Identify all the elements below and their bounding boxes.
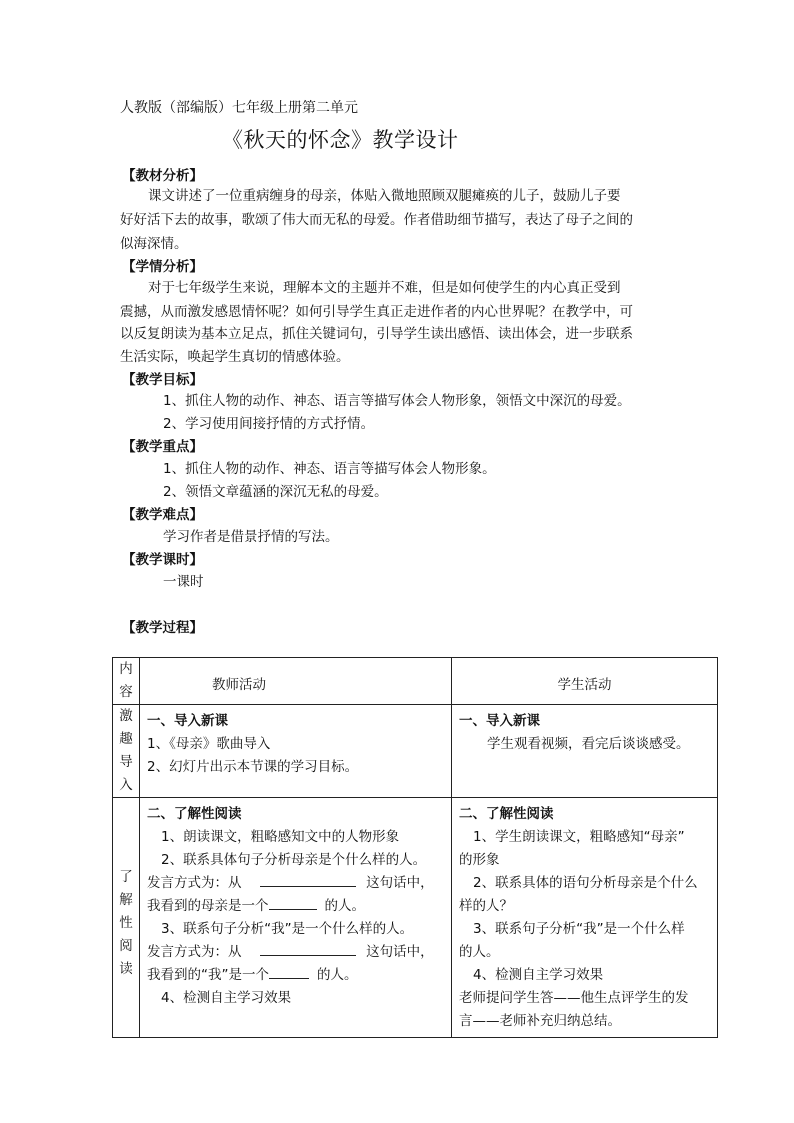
row-label-char: 阅	[119, 938, 133, 954]
teacher-line: 4、检测自主学习效果	[161, 990, 292, 1006]
table-row	[113, 705, 718, 798]
fill-blank[interactable]	[260, 872, 356, 887]
row-label-intro	[113, 705, 140, 798]
fill-blank[interactable]	[260, 941, 356, 956]
teacher-line: 2、幻灯片出示本节课的学习目标。	[147, 759, 359, 775]
header-teacher-label: 教师活动	[212, 677, 266, 693]
key-point-item-2: 2、领悟文章蕴涵的深沉无私的母爱。	[163, 484, 388, 500]
student-analysis-line-4: 生活实际，唤起学生真切的情感体验。	[120, 349, 350, 365]
row-label-char: 入	[119, 777, 133, 793]
teacher-line: 2、联系具体句子分析母亲是个什么样的人。	[161, 852, 427, 868]
teacher-line-part: 的人。	[324, 898, 365, 914]
difficulty-text: 学习作者是借景抒情的写法。	[163, 529, 339, 545]
teacher-line-part: 发言方式为：从	[147, 875, 242, 891]
material-line-3: 似海深情。	[120, 236, 188, 252]
section-heading-goals: 【教学目标】	[122, 372, 203, 388]
header-content-char: 容	[119, 684, 133, 700]
student-line: 的人。	[459, 944, 500, 960]
teacher-activity-intro	[140, 705, 452, 798]
process-table	[112, 657, 718, 1038]
section-heading-material: 【教材分析】	[122, 168, 203, 184]
student-analysis-line-2: 震撼，从而激发感恩情怀呢？如何引导学生真正走进作者的内心世界呢？在教学中，可	[120, 304, 633, 320]
student-activity-intro	[452, 705, 718, 798]
row-label-char: 读	[119, 961, 133, 977]
fill-blank[interactable]	[269, 964, 309, 979]
section-heading-process: 【教学过程】	[122, 620, 203, 636]
header-cell-student	[452, 658, 718, 705]
teacher-section-title: 二、了解性阅读	[147, 806, 242, 822]
section-heading-hours: 【教学课时】	[122, 552, 203, 568]
table-row	[113, 798, 718, 1038]
student-line: 1、学生朗读课文，粗略感知“母亲”	[473, 829, 685, 845]
row-label-reading	[113, 798, 140, 1038]
material-line-1: 课文讲述了一位重病缠身的母亲，体贴入微地照顾双腿瘫痪的儿子，鼓励儿子要	[148, 188, 621, 204]
row-label-char: 了	[119, 869, 133, 885]
student-activity-reading	[452, 798, 718, 1038]
goal-item-1: 1、抓住人物的动作、神态、语言等描写体会人物形象，领悟文中深沉的母爱。	[163, 393, 631, 409]
student-analysis-line-1: 对于七年级学生来说，理解本文的主题并不难，但是如何使学生的内心真正受到	[148, 280, 621, 296]
row-label-char: 导	[119, 754, 133, 770]
student-line: 4、检测自主学习效果	[473, 967, 604, 983]
row-label-char: 激	[119, 708, 133, 724]
student-section-title: 二、了解性阅读	[459, 806, 554, 822]
teacher-line-part: 的人。	[317, 967, 358, 983]
student-line: 的形象	[459, 852, 500, 868]
teacher-line-part: 我看到的母亲是一个	[147, 898, 269, 914]
row-label-char: 性	[119, 915, 133, 931]
teacher-line-part: 我看到的“我”是一个	[147, 967, 269, 983]
fill-blank[interactable]	[269, 895, 317, 910]
student-line: 2、联系具体的语句分析母亲是个什么	[473, 875, 698, 891]
student-line: 学生观看视频，看完后谈谈感受。	[487, 736, 690, 752]
header-student-label: 学生活动	[557, 677, 612, 693]
material-line-2: 好好活下去的故事，歌颂了伟大而无私的母爱。作者借助细节描写，表达了母子之间的	[120, 212, 633, 228]
row-label-char: 趣	[119, 731, 133, 747]
teacher-line-part: 这句话中，	[366, 875, 434, 891]
teacher-line	[147, 872, 445, 895]
teacher-line: 3、联系句子分析“我”是一个什么样的人。	[161, 921, 414, 937]
student-line: 3、联系句子分析“我”是一个什么样	[473, 921, 685, 937]
teacher-activity-reading	[140, 798, 452, 1038]
student-analysis-line-3: 以反复朗读为基本立足点，抓住关键词句，引导学生读出感悟、读出体会，进一步联系	[120, 326, 633, 342]
section-heading-key-points: 【教学重点】	[122, 439, 203, 455]
teacher-line: 1、《母亲》歌曲导入	[147, 736, 271, 752]
student-line: 样的人？	[459, 898, 513, 914]
header-content-char: 内	[119, 661, 133, 677]
teacher-line: 1、朗读课文，粗略感知文中的人物形象	[161, 829, 400, 845]
teacher-line	[147, 895, 445, 918]
section-heading-students: 【学情分析】	[122, 259, 203, 275]
table-header-row	[113, 658, 718, 705]
student-section-title: 一、导入新课	[459, 713, 540, 729]
row-label-char: 解	[119, 892, 133, 908]
teacher-line-part: 这句话中，	[366, 944, 434, 960]
teacher-line-part: 发言方式为：从	[147, 944, 242, 960]
goal-item-2: 2、学习使用间接抒情的方式抒情。	[163, 416, 375, 432]
key-point-item-1: 1、抓住人物的动作、神态、语言等描写体会人物形象。	[163, 461, 496, 477]
header-cell-teacher	[140, 658, 452, 705]
header-cell-content	[113, 658, 140, 705]
section-heading-difficulty: 【教学难点】	[122, 507, 203, 523]
page-title: 《秋天的怀念》教学设计	[222, 128, 459, 152]
teacher-line	[147, 964, 445, 987]
student-line: 言——老师补充归纳总结。	[459, 1013, 621, 1029]
teacher-line	[147, 941, 445, 964]
teacher-section-title: 一、导入新课	[147, 713, 228, 729]
hours-text: 一课时	[163, 574, 204, 590]
course-line: 人教版（部编版）七年级上册第二单元	[120, 100, 358, 116]
student-line: 老师提问学生答——他生点评学生的发	[459, 990, 689, 1006]
